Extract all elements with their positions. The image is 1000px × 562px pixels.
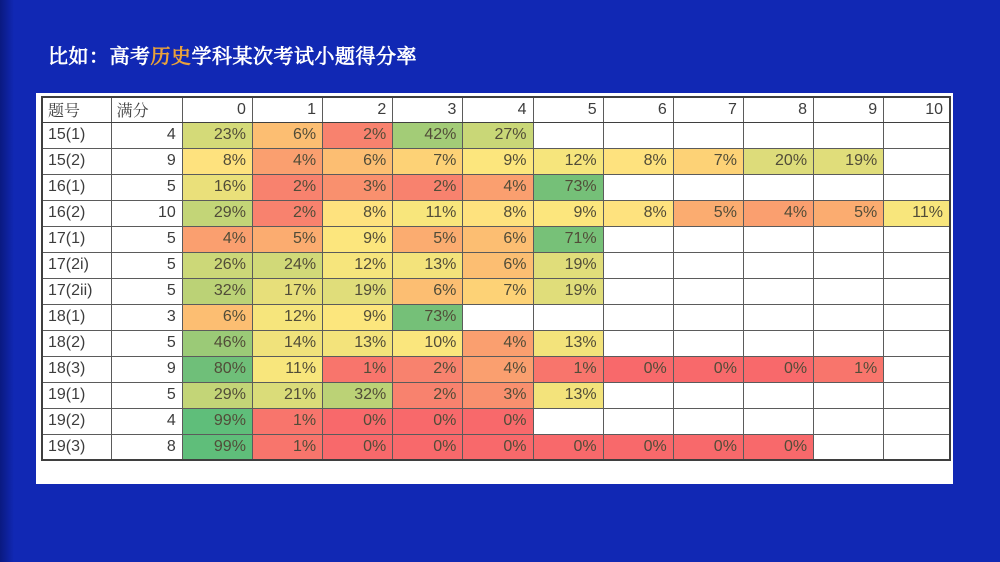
score-rate-cell: 7% <box>393 148 463 174</box>
score-rate-cell: 71% <box>533 226 603 252</box>
score-rate-cell: 0% <box>603 434 673 460</box>
empty-cell <box>814 122 884 148</box>
empty-cell <box>814 174 884 200</box>
score-rate-cell: 0% <box>673 434 743 460</box>
table-row <box>42 174 950 200</box>
score-rate-cell: 3% <box>463 382 533 408</box>
score-rate-cell: 2% <box>252 174 322 200</box>
score-rate-cell: 8% <box>182 148 252 174</box>
score-rate-cell: 7% <box>673 148 743 174</box>
empty-cell <box>603 252 673 278</box>
table-row <box>42 278 950 304</box>
empty-cell <box>743 278 813 304</box>
score-rate-cell: 8% <box>463 200 533 226</box>
empty-cell <box>673 174 743 200</box>
empty-cell <box>603 408 673 434</box>
score-rate-cell: 5% <box>673 200 743 226</box>
score-rate-cell: 20% <box>743 148 813 174</box>
question-label: 17(2ii) <box>42 278 111 304</box>
score-rate-cell: 12% <box>323 252 393 278</box>
column-header-score-0: 0 <box>182 97 252 122</box>
score-rate-cell: 29% <box>182 200 252 226</box>
full-score-value: 3 <box>111 304 182 330</box>
score-rate-cell: 0% <box>393 434 463 460</box>
score-rate-cell: 4% <box>463 330 533 356</box>
score-rate-cell: 8% <box>603 148 673 174</box>
score-rate-cell: 1% <box>252 434 322 460</box>
empty-cell <box>884 434 950 460</box>
empty-cell <box>814 434 884 460</box>
full-score-value: 5 <box>111 330 182 356</box>
score-rate-cell: 9% <box>323 304 393 330</box>
score-rate-table <box>41 96 951 461</box>
score-rate-cell: 99% <box>182 408 252 434</box>
empty-cell <box>603 226 673 252</box>
table-row <box>42 122 950 148</box>
score-rate-cell: 2% <box>252 200 322 226</box>
column-header-score-10: 10 <box>884 97 950 122</box>
empty-cell <box>884 382 950 408</box>
question-label: 19(2) <box>42 408 111 434</box>
score-rate-cell: 26% <box>182 252 252 278</box>
score-rate-cell: 9% <box>463 148 533 174</box>
table-row <box>42 304 950 330</box>
score-rate-cell: 23% <box>182 122 252 148</box>
title-suffix: 学科某次考试小题得分率 <box>191 46 417 68</box>
score-rate-cell: 6% <box>252 122 322 148</box>
question-label: 15(2) <box>42 148 111 174</box>
score-rate-cell: 2% <box>393 356 463 382</box>
empty-cell <box>673 226 743 252</box>
score-rate-cell: 11% <box>884 200 950 226</box>
score-rate-cell: 2% <box>393 382 463 408</box>
question-label: 16(2) <box>42 200 111 226</box>
empty-cell <box>673 408 743 434</box>
question-label: 19(1) <box>42 382 111 408</box>
empty-cell <box>463 304 533 330</box>
full-score-value: 4 <box>111 408 182 434</box>
score-rate-cell: 11% <box>252 356 322 382</box>
empty-cell <box>743 174 813 200</box>
empty-cell <box>884 408 950 434</box>
score-rate-cell: 10% <box>393 330 463 356</box>
table-row <box>42 356 950 382</box>
question-label: 17(2i) <box>42 252 111 278</box>
score-rate-cell: 1% <box>252 408 322 434</box>
score-rate-cell: 2% <box>393 174 463 200</box>
empty-cell <box>814 226 884 252</box>
score-rate-cell: 5% <box>252 226 322 252</box>
score-rate-cell: 13% <box>323 330 393 356</box>
score-rate-cell: 99% <box>182 434 252 460</box>
empty-cell <box>743 382 813 408</box>
column-header-score-6: 6 <box>603 97 673 122</box>
question-label: 15(1) <box>42 122 111 148</box>
score-rate-cell: 8% <box>603 200 673 226</box>
column-header-score-5: 5 <box>533 97 603 122</box>
column-header-question: 题号 <box>42 97 111 122</box>
table-row <box>42 200 950 226</box>
column-header-score-1: 1 <box>252 97 322 122</box>
score-rate-cell: 32% <box>182 278 252 304</box>
empty-cell <box>673 122 743 148</box>
empty-cell <box>533 408 603 434</box>
page-title <box>48 40 417 69</box>
score-rate-cell: 4% <box>182 226 252 252</box>
question-label: 18(2) <box>42 330 111 356</box>
score-rate-cell: 0% <box>463 408 533 434</box>
score-rate-cell: 16% <box>182 174 252 200</box>
empty-cell <box>603 330 673 356</box>
score-rate-cell: 6% <box>393 278 463 304</box>
empty-cell <box>533 304 603 330</box>
score-rate-cell: 0% <box>463 434 533 460</box>
score-rate-cell: 7% <box>463 278 533 304</box>
empty-cell <box>743 330 813 356</box>
score-rate-cell: 0% <box>743 356 813 382</box>
empty-cell <box>814 252 884 278</box>
empty-cell <box>603 382 673 408</box>
question-label: 16(1) <box>42 174 111 200</box>
full-score-value: 8 <box>111 434 182 460</box>
score-rate-cell: 12% <box>533 148 603 174</box>
empty-cell <box>884 226 950 252</box>
empty-cell <box>814 278 884 304</box>
question-label: 19(3) <box>42 434 111 460</box>
score-rate-cell: 4% <box>463 174 533 200</box>
score-rate-cell: 19% <box>533 278 603 304</box>
empty-cell <box>743 122 813 148</box>
score-rate-cell: 32% <box>323 382 393 408</box>
empty-cell <box>884 304 950 330</box>
score-rate-cell: 29% <box>182 382 252 408</box>
score-rate-cell: 6% <box>463 226 533 252</box>
table-row <box>42 382 950 408</box>
score-rate-cell: 11% <box>393 200 463 226</box>
score-rate-cell: 1% <box>814 356 884 382</box>
score-rate-cell: 0% <box>393 408 463 434</box>
score-rate-cell: 0% <box>533 434 603 460</box>
question-label: 17(1) <box>42 226 111 252</box>
score-rate-cell: 0% <box>323 434 393 460</box>
column-header-score-3: 3 <box>393 97 463 122</box>
question-label: 18(1) <box>42 304 111 330</box>
score-rate-cell: 4% <box>463 356 533 382</box>
empty-cell <box>743 408 813 434</box>
column-header-fullscore: 满分 <box>111 97 182 122</box>
full-score-value: 5 <box>111 226 182 252</box>
score-rate-cell: 12% <box>252 304 322 330</box>
empty-cell <box>814 330 884 356</box>
column-header-score-9: 9 <box>814 97 884 122</box>
score-rate-cell: 5% <box>814 200 884 226</box>
score-rate-cell: 9% <box>533 200 603 226</box>
empty-cell <box>673 252 743 278</box>
full-score-value: 10 <box>111 200 182 226</box>
full-score-value: 5 <box>111 278 182 304</box>
column-header-score-4: 4 <box>463 97 533 122</box>
score-rate-cell: 13% <box>393 252 463 278</box>
score-rate-cell: 6% <box>323 148 393 174</box>
full-score-value: 5 <box>111 382 182 408</box>
table-row <box>42 226 950 252</box>
table-row <box>42 148 950 174</box>
score-rate-cell: 0% <box>743 434 813 460</box>
empty-cell <box>533 122 603 148</box>
score-rate-cell: 4% <box>743 200 813 226</box>
score-rate-cell: 2% <box>323 122 393 148</box>
full-score-value: 5 <box>111 252 182 278</box>
score-rate-cell: 21% <box>252 382 322 408</box>
score-rate-cell: 19% <box>814 148 884 174</box>
score-rate-cell: 3% <box>323 174 393 200</box>
score-rate-cell: 73% <box>533 174 603 200</box>
score-rate-cell: 42% <box>393 122 463 148</box>
score-rate-cell: 27% <box>463 122 533 148</box>
score-rate-cell: 6% <box>182 304 252 330</box>
column-header-score-7: 7 <box>673 97 743 122</box>
empty-cell <box>884 356 950 382</box>
empty-cell <box>884 174 950 200</box>
score-rate-cell: 46% <box>182 330 252 356</box>
table-row <box>42 330 950 356</box>
score-rate-cell: 13% <box>533 382 603 408</box>
title-prefix: 比如：高考 <box>48 46 151 68</box>
column-header-score-8: 8 <box>743 97 813 122</box>
score-rate-cell: 17% <box>252 278 322 304</box>
title-highlight: 历史 <box>150 46 192 68</box>
full-score-value: 9 <box>111 356 182 382</box>
empty-cell <box>884 148 950 174</box>
empty-cell <box>743 226 813 252</box>
score-rate-cell: 9% <box>323 226 393 252</box>
empty-cell <box>884 252 950 278</box>
empty-cell <box>673 330 743 356</box>
score-rate-cell: 8% <box>323 200 393 226</box>
score-rate-cell: 1% <box>323 356 393 382</box>
column-header-score-2: 2 <box>323 97 393 122</box>
score-rate-cell: 80% <box>182 356 252 382</box>
score-rate-cell: 6% <box>463 252 533 278</box>
empty-cell <box>673 304 743 330</box>
table-header-row <box>42 97 950 122</box>
full-score-value: 5 <box>111 174 182 200</box>
table-row <box>42 408 950 434</box>
empty-cell <box>814 382 884 408</box>
empty-cell <box>603 304 673 330</box>
empty-cell <box>603 122 673 148</box>
score-rate-cell: 13% <box>533 330 603 356</box>
score-rate-cell: 14% <box>252 330 322 356</box>
score-rate-cell: 0% <box>603 356 673 382</box>
empty-cell <box>814 408 884 434</box>
question-label: 18(3) <box>42 356 111 382</box>
score-rate-cell: 73% <box>393 304 463 330</box>
empty-cell <box>673 278 743 304</box>
empty-cell <box>743 304 813 330</box>
score-table-container <box>36 93 953 484</box>
score-rate-cell: 24% <box>252 252 322 278</box>
empty-cell <box>814 304 884 330</box>
empty-cell <box>603 278 673 304</box>
table-row <box>42 434 950 460</box>
score-rate-cell: 19% <box>533 252 603 278</box>
score-rate-cell: 5% <box>393 226 463 252</box>
score-rate-cell: 4% <box>252 148 322 174</box>
score-rate-cell: 1% <box>533 356 603 382</box>
empty-cell <box>603 174 673 200</box>
full-score-value: 9 <box>111 148 182 174</box>
score-rate-cell: 0% <box>673 356 743 382</box>
empty-cell <box>743 252 813 278</box>
empty-cell <box>884 330 950 356</box>
empty-cell <box>673 382 743 408</box>
empty-cell <box>884 278 950 304</box>
score-rate-cell: 19% <box>323 278 393 304</box>
full-score-value: 4 <box>111 122 182 148</box>
table-row <box>42 252 950 278</box>
empty-cell <box>884 122 950 148</box>
score-rate-cell: 0% <box>323 408 393 434</box>
